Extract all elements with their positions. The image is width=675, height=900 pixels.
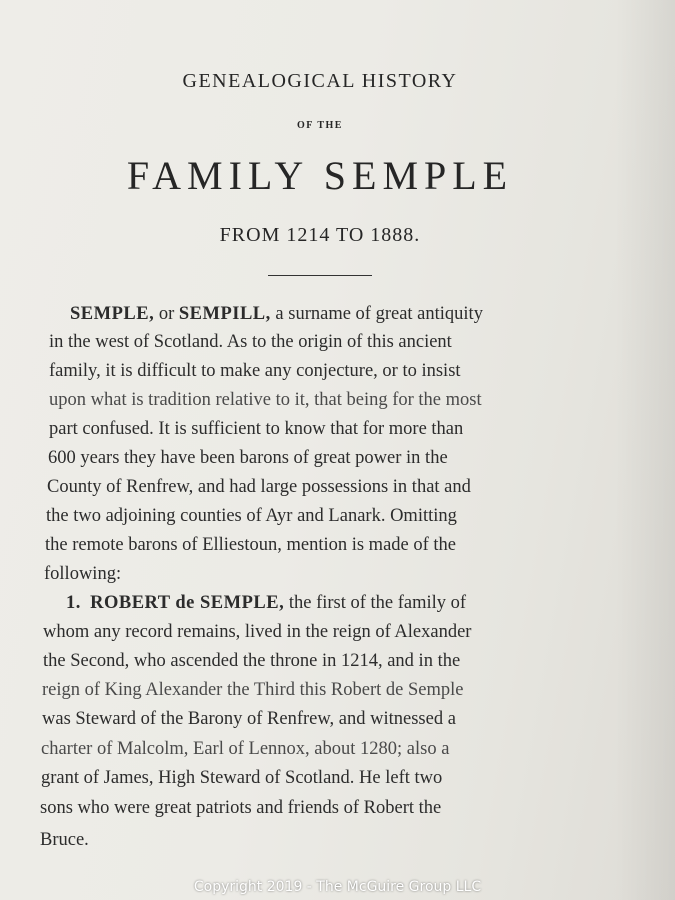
paragraph1-line1: [0, 303, 675, 325]
entry1-line8: sons who were great patriots and friends of Robert the: [40, 798, 442, 818]
entry1-number: 1.: [66, 593, 81, 613]
heading-dates: FROM 1214 TO 1888.: [219, 224, 421, 246]
entry1-line1-rest: the first of the family of: [288, 593, 467, 613]
paragraph1-line6: 600 years they have been barons of great power in the: [48, 448, 448, 468]
surname-semple: SEMPLE,: [70, 304, 155, 324]
surname-or: or: [158, 304, 175, 324]
page-title: FAMILY SEMPLE: [126, 153, 514, 198]
entry1-line6: charter of Malcolm, Earl of Lennox, about 1280; also a: [41, 739, 450, 759]
surname-sempill: SEMPILL,: [178, 304, 271, 324]
entry1-line7: grant of James, High Steward of Scotland. He left two: [41, 768, 443, 788]
heading-genealogical-history: GENEALOGICAL HISTORY: [182, 70, 458, 92]
paragraph1-line4: upon what is tradition relative to it, that being for the most: [49, 390, 482, 410]
entry1-line3: the Second, who ascended the throne in 1214, and in the: [43, 651, 461, 671]
title-divider: [268, 275, 372, 276]
entry1-name: ROBERT de SEMPLE,: [90, 593, 285, 613]
entry1-line5: was Steward of the Barony of Renfrew, and witnessed a: [42, 709, 456, 729]
paragraph1-line3: family, it is difficult to make any conjecture, or to insist: [49, 361, 461, 381]
entry1-line1: [0, 592, 675, 614]
paragraph1-line2: in the west of Scotland. As to the origin of this ancient: [49, 332, 452, 352]
paragraph1-line9: the remote barons of Elliestoun, mention is made of the: [45, 535, 457, 555]
paragraph1-line7: County of Renfrew, and had large possessions in that and: [47, 477, 471, 497]
entry1-line4: reign of King Alexander the Third this Robert de Semple: [42, 680, 464, 700]
paragraph1-line5: part confused. It is sufficient to know that for more than: [49, 419, 464, 439]
paragraph1-line8: the two adjoining counties of Ayr and Lanark. Omitting: [46, 506, 457, 526]
paragraph1-line1-rest: a surname of great antiquity: [275, 304, 483, 324]
heading-of-the: OF THE: [297, 120, 343, 131]
entry1-line2: whom any record remains, lived in the reign of Alexander: [43, 622, 472, 642]
copyright-watermark: Copyright 2019 - The McGuire Group LLC: [193, 879, 482, 895]
entry1-line9: Bruce.: [40, 830, 89, 850]
paragraph1-line10: following:: [44, 564, 122, 584]
